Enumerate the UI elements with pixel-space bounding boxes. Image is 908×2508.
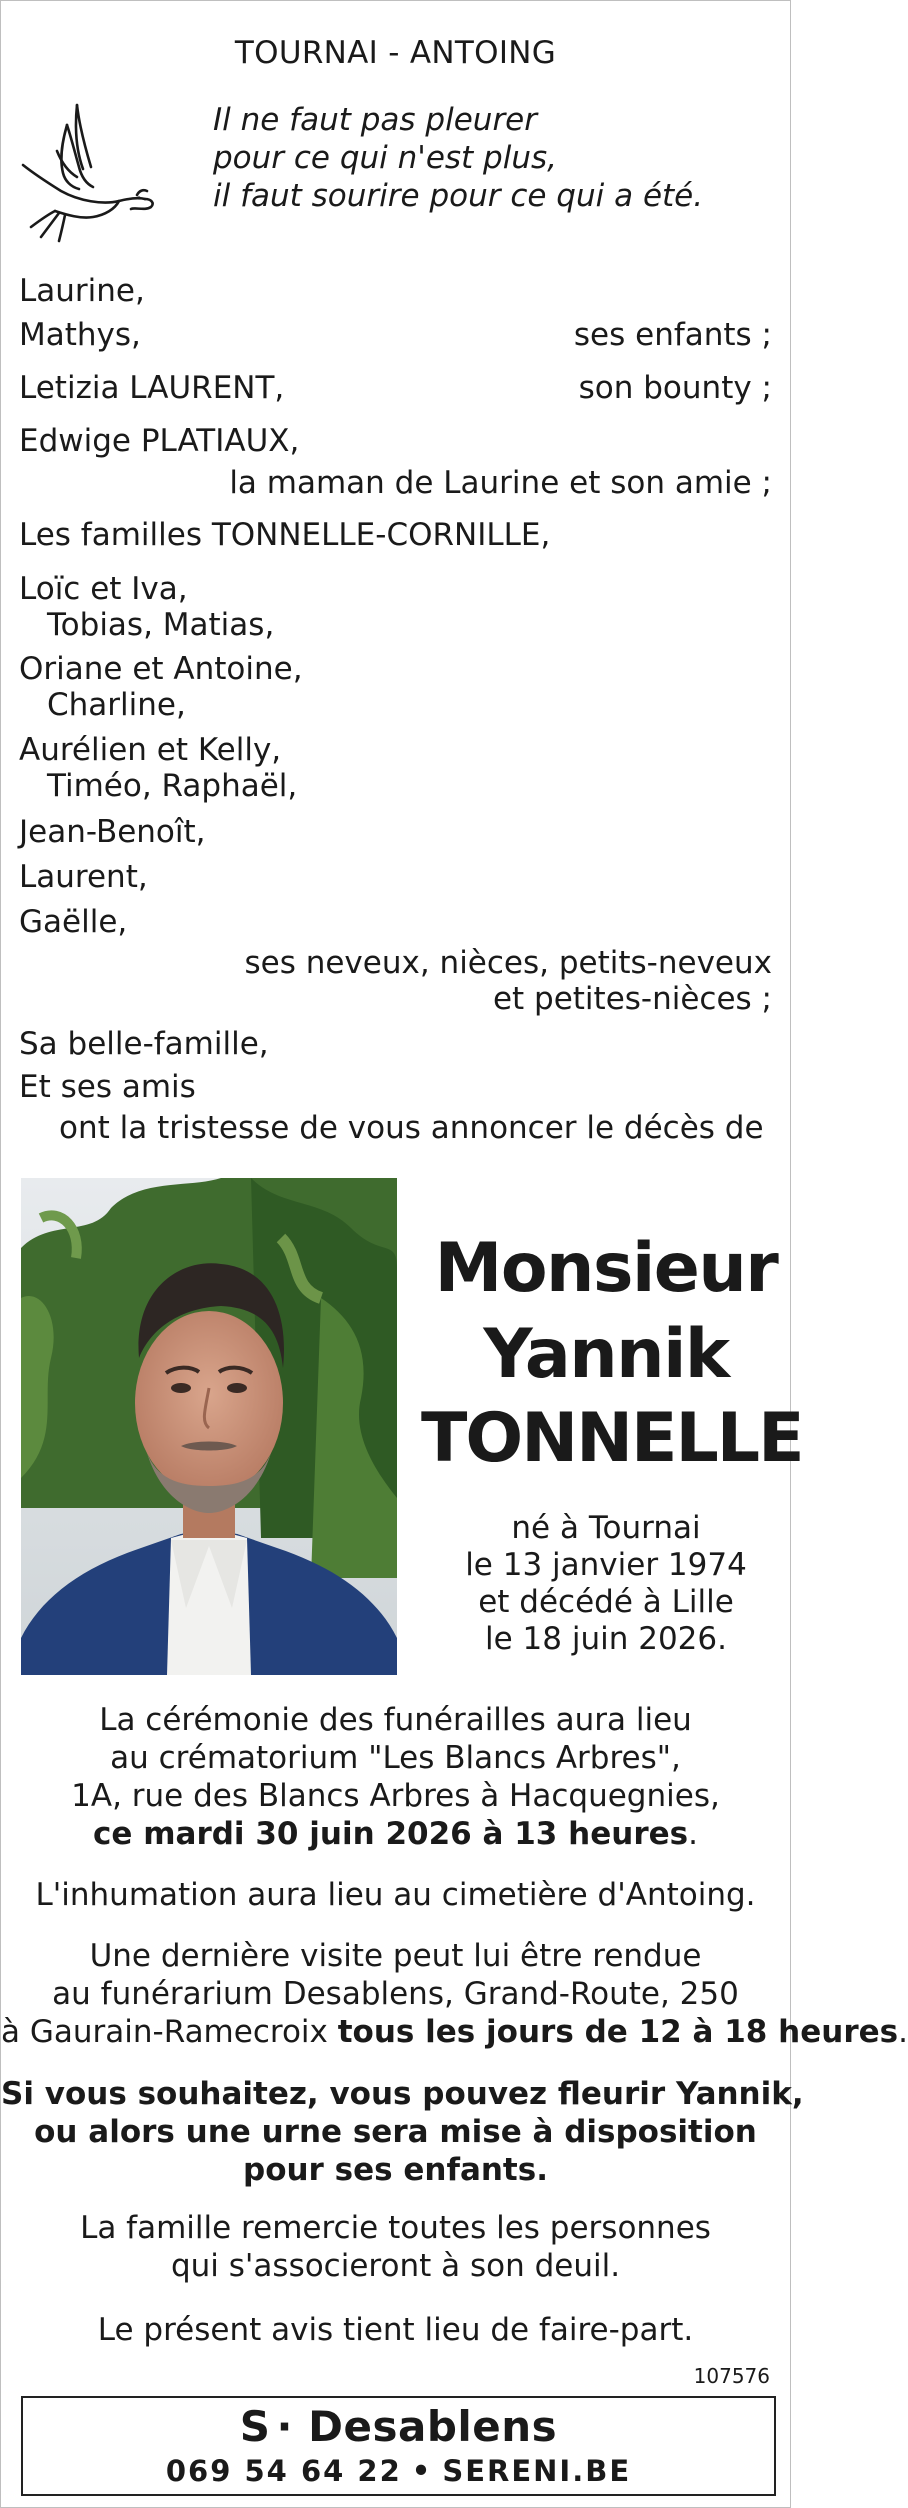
ceremony-info xyxy=(1,1701,790,1853)
header-place: TOURNAI - ANTOING xyxy=(234,35,557,71)
quote-line: pour ce qui n'est plus, xyxy=(213,140,557,176)
family-member: Charline, xyxy=(47,687,186,723)
family-role: la maman de Laurine et son amie ; xyxy=(229,465,772,501)
ceremony-line: La cérémonie des funérailles aura lieu xyxy=(99,1702,692,1738)
family-member: Oriane et Antoine, xyxy=(19,651,303,687)
logo-separator: · xyxy=(276,2402,294,2451)
logo-mark-icon: S xyxy=(239,2402,271,2451)
visit-hours-line: à Gaurain-Ramecroix tous les jours de 12 à 18 heures. xyxy=(1,2014,908,2050)
dove-icon xyxy=(19,103,159,245)
death-place: et décédé à Lille xyxy=(478,1584,734,1620)
family-role: et petites-nièces ; xyxy=(492,981,772,1017)
website-link[interactable]: SERENI.BE xyxy=(442,2454,632,2488)
family-member: Sa belle-famille, xyxy=(19,1026,269,1062)
ceremony-date-line: ce mardi 30 juin 2026 à 13 heures. xyxy=(93,1816,698,1852)
death-date: le 18 juin 2026. xyxy=(485,1621,727,1657)
family-member: Gaëlle, xyxy=(19,904,128,940)
funeral-home-contact xyxy=(23,2454,774,2488)
family-member: Aurélien et Kelly, xyxy=(19,732,282,768)
announcement-line: ont la tristesse de vous annoncer le décès de xyxy=(59,1110,764,1146)
portrait-photo xyxy=(21,1178,397,1675)
inhumation-info: L'inhumation aura lieu au cimetière d'Antoing. xyxy=(35,1877,756,1913)
family-member: Letizia LAURENT, xyxy=(19,370,285,406)
visit-line: Une dernière visite peut lui être rendue xyxy=(89,1938,702,1974)
deceased-firstname: Yannik xyxy=(483,1315,729,1394)
visit-line: au funérarium Desablens, Grand-Route, 250 xyxy=(52,1976,739,2012)
separator-dot: • xyxy=(411,2454,433,2488)
deceased-lastname: TONNELLE xyxy=(421,1399,803,1478)
thanks-line: La famille remercie toutes les personnes xyxy=(80,2210,711,2246)
thanks-line: qui s'associeront à son deuil. xyxy=(170,2248,621,2284)
ceremony-date: ce mardi 30 juin 2026 à 13 heures xyxy=(93,1816,689,1852)
visit-info xyxy=(1,1937,908,2051)
flowers-line: ou alors une urne sera mise à disposition xyxy=(34,2114,757,2150)
family-member: Les familles TONNELLE-CORNILLE, xyxy=(19,517,551,553)
reference-number: 107576 xyxy=(693,2364,770,2388)
family-member: Edwige PLATIAUX, xyxy=(19,423,300,459)
family-member: Tobias, Matias, xyxy=(47,607,275,643)
family-role: ses neveux, nièces, petits-neveux xyxy=(244,945,772,981)
family-member: Mathys, xyxy=(19,317,141,353)
family-member: Loïc et Iva, xyxy=(19,571,188,607)
flowers-line: Si vous souhaitez, vous pouvez fleurir Yannik, xyxy=(1,2076,804,2112)
family-member: Jean-Benoît, xyxy=(19,814,206,850)
ceremony-line: au crématorium "Les Blancs Arbres", xyxy=(110,1740,681,1776)
flowers-line: pour ses enfants. xyxy=(243,2152,548,2188)
family-role: son bounty ; xyxy=(578,370,772,406)
visit-hours: tous les jours de 12 à 18 heures xyxy=(337,2014,899,2050)
ceremony-line: 1A, rue des Blancs Arbres à Hacquegnies, xyxy=(71,1778,720,1814)
family-member: Et ses amis xyxy=(19,1069,196,1105)
funeral-home-name: Desablens xyxy=(308,2402,558,2451)
funeral-home-footer xyxy=(21,2396,776,2496)
family-member: Laurent, xyxy=(19,859,148,895)
thanks-info xyxy=(1,2209,790,2285)
deceased-title: Monsieur xyxy=(434,1229,778,1308)
birth-death-info xyxy=(421,1510,791,1658)
quote-line: il faut sourire pour ce qui a été. xyxy=(213,178,704,214)
family-member: Timéo, Raphaël, xyxy=(47,768,298,804)
birth-date: le 13 janvier 1974 xyxy=(465,1547,747,1583)
epitaph-quote xyxy=(213,101,703,215)
phone-number[interactable]: 069 54 64 22 xyxy=(165,2454,402,2488)
funeral-home-logo xyxy=(23,2402,774,2451)
flowers-info xyxy=(1,2075,804,2189)
quote-line: Il ne faut pas pleurer xyxy=(213,102,538,138)
notice-line: Le présent avis tient lieu de faire-part. xyxy=(97,2312,694,2348)
birth-place: né à Tournai xyxy=(511,1510,701,1546)
family-role: ses enfants ; xyxy=(573,317,772,353)
family-member: Laurine, xyxy=(19,273,145,309)
